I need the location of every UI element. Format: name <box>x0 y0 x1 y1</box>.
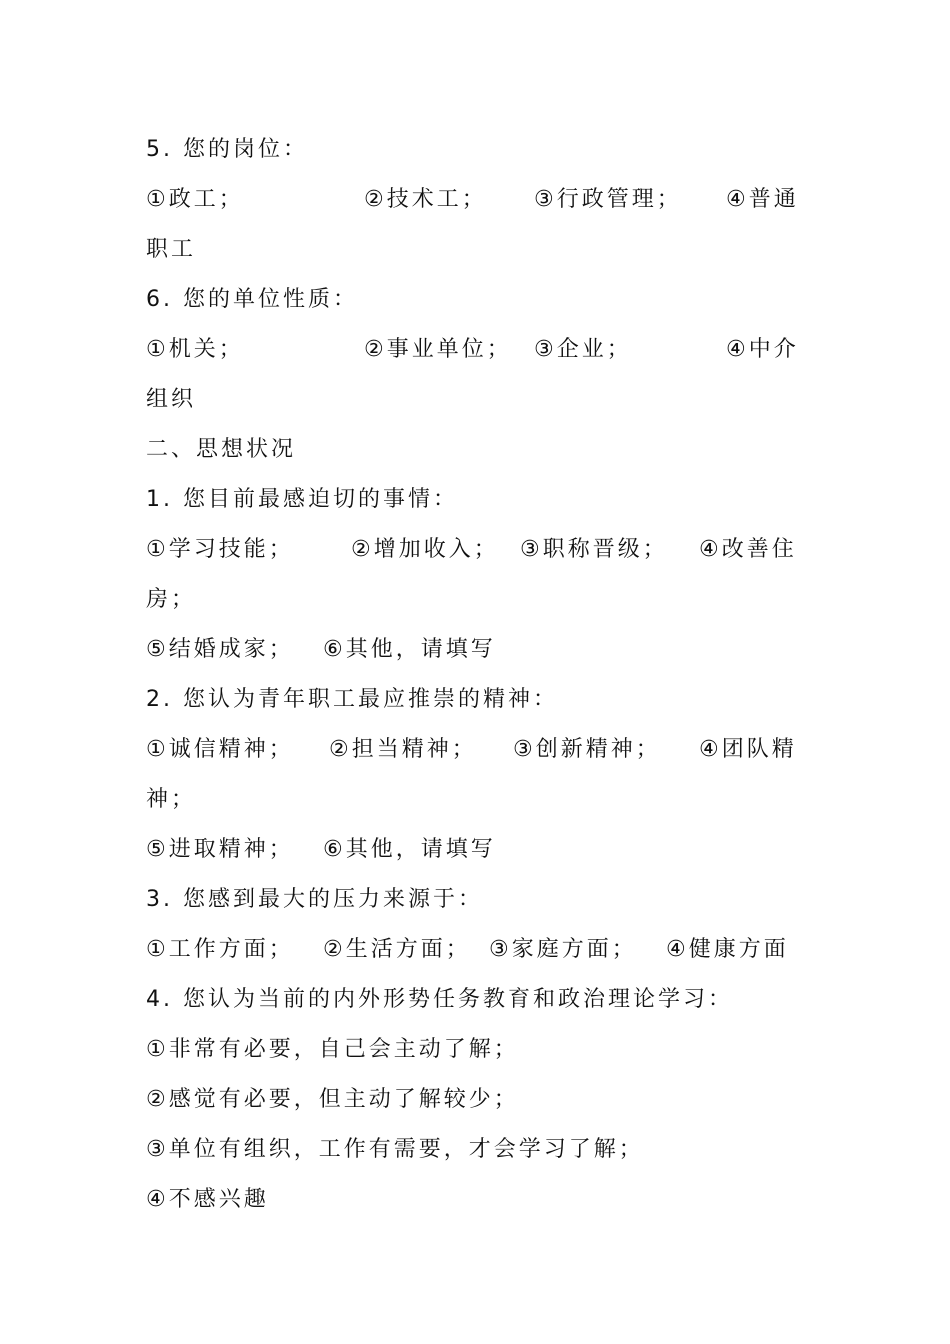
option: ①非常有必要，自己会主动了解； <box>146 1037 519 1062</box>
question-6-wrap: 组织 <box>146 387 197 412</box>
option: ④不感兴趣 <box>146 1187 269 1212</box>
question-4: 4. 您认为当前的内外形势任务教育和政治理论学习： <box>146 987 733 1012</box>
option: ⑤进取精神； <box>146 837 294 862</box>
option: ①工作方面； <box>146 937 294 962</box>
question-2-options <box>146 725 806 775</box>
option: ⑤结婚成家； <box>146 637 294 662</box>
option: ④团队精 <box>699 737 797 762</box>
question-2: 2. 您认为青年职工最应推崇的精神： <box>146 687 558 712</box>
section-title: 二、思想状况 <box>146 437 297 462</box>
question-5: 5. 您的岗位： <box>146 137 308 162</box>
question-3: 3. 您感到最大的压力来源于： <box>146 887 483 912</box>
option: ④改善住 <box>699 537 797 562</box>
option: ①诚信精神； <box>146 737 294 762</box>
question-1: 1. 您目前最感迫切的事情： <box>146 487 458 512</box>
question-1-wrap: 房； <box>146 587 197 612</box>
option: ③单位有组织，工作有需要，才会学习了解； <box>146 1137 644 1162</box>
question-2-wrap: 神； <box>146 787 197 812</box>
option: ④健康方面 <box>666 937 789 962</box>
option: ②事业单位； <box>364 337 512 362</box>
option: ④中介 <box>726 337 799 362</box>
question-3-options <box>146 925 806 975</box>
question-2-options-2 <box>146 825 806 875</box>
option: ②增加收入； <box>351 537 499 562</box>
question-1-options <box>146 525 806 575</box>
question-6: 6. 您的单位性质： <box>146 287 358 312</box>
option: ①机关； <box>146 337 244 362</box>
question-5-wrap: 职工 <box>146 237 197 262</box>
option: ③创新精神； <box>513 737 661 762</box>
option: ⑥其他，请填写 <box>323 637 496 662</box>
option: ③家庭方面； <box>489 937 637 962</box>
option: ②感觉有必要，但主动了解较少； <box>146 1087 519 1112</box>
question-5-options <box>146 175 806 225</box>
question-1-options-2 <box>146 625 806 675</box>
question-6-options <box>146 325 806 375</box>
option: ③职称晋级； <box>520 537 668 562</box>
option: ③企业； <box>534 337 632 362</box>
option: ④普通 <box>726 187 799 212</box>
option: ②技术工； <box>364 187 487 212</box>
option: ①学习技能； <box>146 537 294 562</box>
option: ②担当精神； <box>329 737 477 762</box>
option: ⑥其他，请填写 <box>323 837 496 862</box>
option: ③行政管理； <box>534 187 682 212</box>
option: ①政工； <box>146 187 244 212</box>
option: ②生活方面； <box>323 937 471 962</box>
